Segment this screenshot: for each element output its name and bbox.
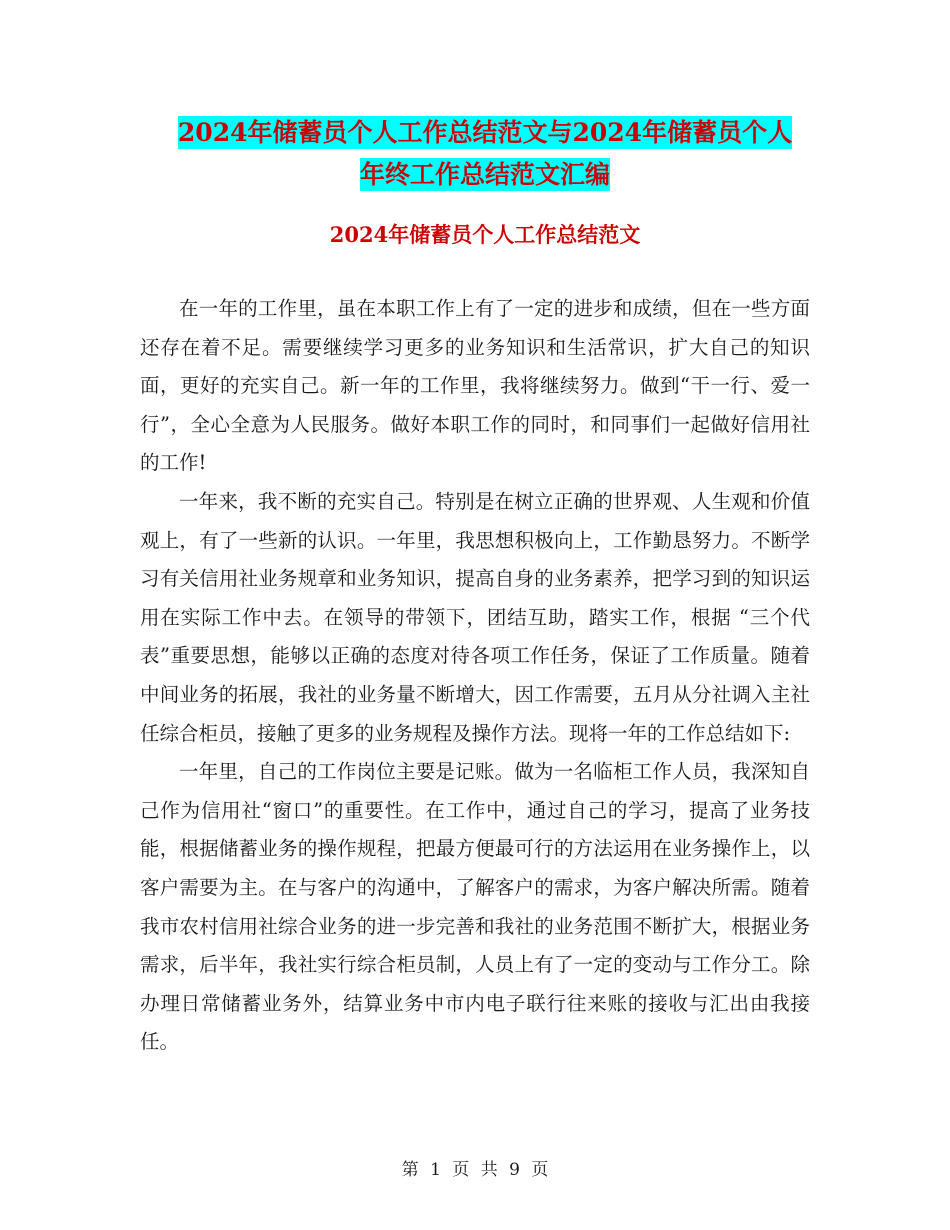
section-title: 2024年储蓄员个人工作总结范文 (329, 222, 641, 247)
document-body (140, 290, 810, 1062)
title-line-2: 年终工作总结范文汇编 (359, 160, 610, 189)
paragraph-1: 在一年的工作里，虽在本职工作上有了一定的进步和成绩，但在一些方面还存在着不足。需要继续学习更多的业务知识和生活常识，扩大自己的知识面，更好的充实自己。新一年的工作里，我将继续努力。做到“干一行、爱一行”，全心全意为人民服务。做好本职工作的同时，和同事们一起做好信用社的工作! (140, 297, 810, 475)
document-title (140, 112, 830, 196)
paragraph-3: 一年里，自己的工作岗位主要是记账。做为一名临柜工作人员，我深知自己作为信用社“窗口”的重要性。在工作中，通过自己的学习，提高了业务技能，根据储蓄业务的操作规程，把最方便最可行的方法运用在业务操作上，以客户需要为主。在与客户的沟通中，了解客户的需求，为客户解决所需。随着我市农村信用社综合业务的进一步完善和我社的业务范围不断扩大，根据业务需求，后半年，我社实行综合柜员制，人员上有了一定的变动与工作分工。除办理日常储蓄业务外，结算业务中市内电子联行往来账的接收与汇出由我接任。 (140, 760, 810, 1054)
title-line-1: 2024年储蓄员个人工作总结范文与2024年储蓄员个人 (177, 118, 793, 147)
paragraph-2: 一年来，我不断的充实自己。特别是在树立正确的世界观、人生观和价值观上，有了一些新的认识。一年里，我思想积极向上，工作勤恳努力。不断学习有关信用社业务规章和业务知识，提高自身的业务素养，把学习到的知识运用在实际工作中去。在领导的带领下，团结互助，踏实工作，根据 “三个代表”重要思想，能够以正确的态度对待各项工作任务，保证了工作质量。随着中间业务的拓展，我社的业务量不断增大，因工作需要，五月从分社调入主社任综合柜员，接触了更多的业务规程及操作方法。现将一年的工作总结如下: (140, 489, 810, 745)
page-footer: 第 1 页 共 9 页 (401, 1160, 549, 1180)
